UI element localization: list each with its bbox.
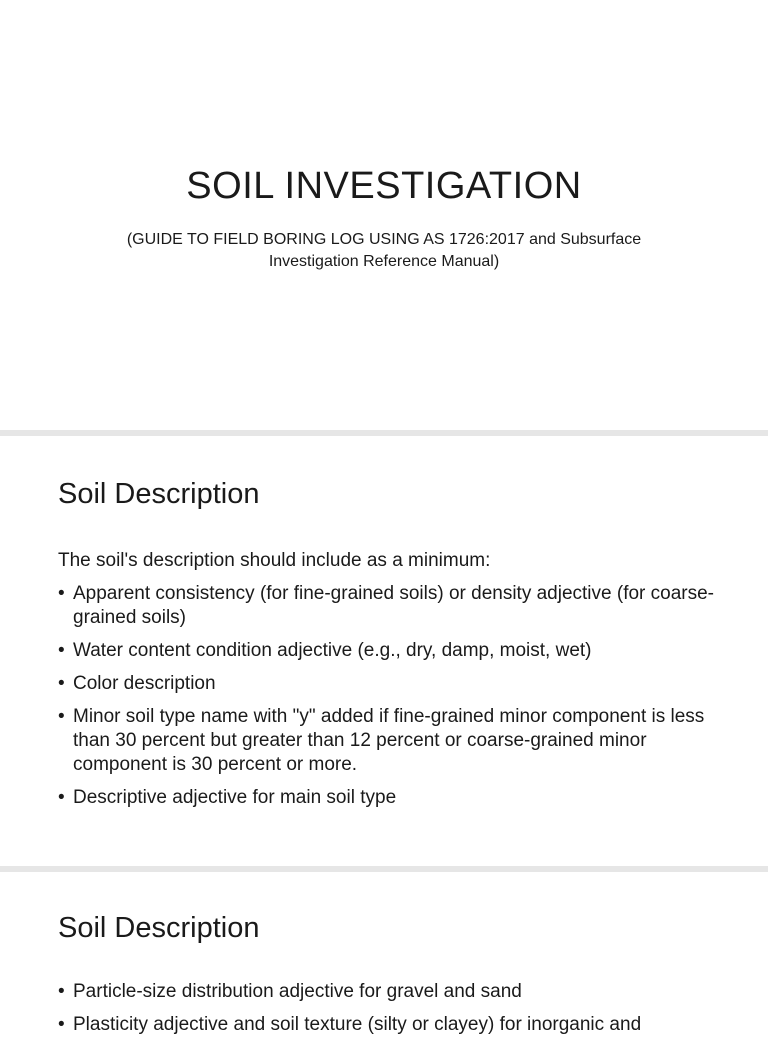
list-item: • Apparent consistency (for fine-grained soils) or density adjective (for coarse-grained soils) xyxy=(58,582,718,630)
list-item: • Minor soil type name with "y" added if fine-grained minor component is less than 30 percent but greater than 12 percent or coarse-grained minor component is 30 percent or more. xyxy=(58,705,718,777)
intro-text: The soil's description should include as a minimum: xyxy=(58,550,491,571)
bullet-list xyxy=(58,582,718,819)
slide-heading: Soil Description xyxy=(58,912,260,944)
page-title: SOIL INVESTIGATION xyxy=(186,165,582,207)
soil-description-slide-1 xyxy=(0,436,768,866)
page-subtitle: (GUIDE TO FIELD BORING LOG USING AS 1726:2017 and Subsurface Investigation Reference Manual) xyxy=(126,231,642,270)
list-item: • Descriptive adjective for main soil type xyxy=(58,786,718,810)
list-item: • Plasticity adjective and soil texture (silty or clayey) for inorganic and xyxy=(58,1013,718,1037)
title-slide xyxy=(0,0,768,430)
list-item: • Color description xyxy=(58,672,718,696)
bullet-list xyxy=(58,980,718,1046)
soil-description-slide-2 xyxy=(0,872,768,1035)
slide-heading: Soil Description xyxy=(58,478,260,510)
list-item: • Water content condition adjective (e.g., dry, damp, moist, wet) xyxy=(58,639,718,663)
list-item: • Particle-size distribution adjective for gravel and sand xyxy=(58,980,718,1004)
